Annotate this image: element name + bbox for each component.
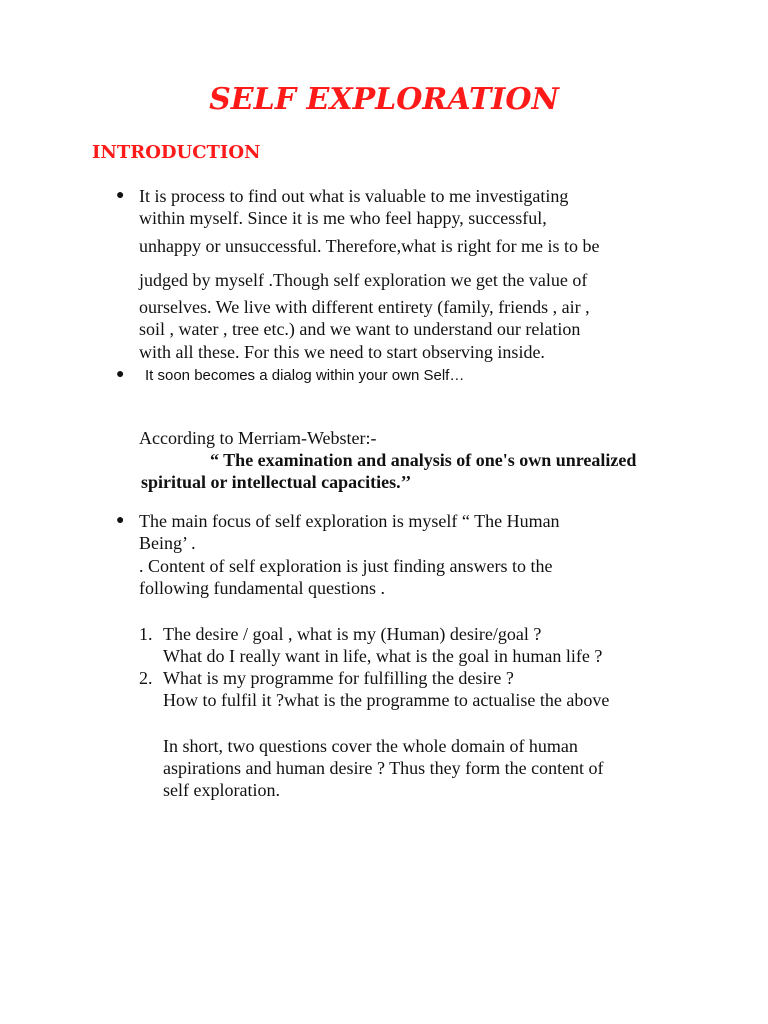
list-number: 1.	[139, 624, 153, 644]
bullet-marker: ●	[116, 367, 125, 382]
quote-line: “ The examination and analysis of one's own unrealized	[210, 450, 637, 470]
paragraph-line: . Content of self exploration is just finding answers to the	[139, 556, 553, 576]
dialog-statement: It soon becomes a dialog within your own Self…	[145, 367, 465, 384]
paragraph-line: within myself. Since it is me who feel happy, successful,	[139, 208, 547, 228]
question-line: The desire / goal , what is my (Human) desire/goal ?	[163, 624, 542, 644]
quote-line: spiritual or intellectual capacities.’’	[141, 472, 412, 492]
summary-line: self exploration.	[163, 780, 280, 800]
bullet-marker: ●	[116, 188, 125, 203]
paragraph-line: ourselves. We live with different entirety (family, friends , air ,	[139, 297, 590, 317]
paragraph-line: unhappy or unsuccessful. Therefore,what is right for me is to be	[139, 236, 600, 256]
paragraph-line: soil , water , tree etc.) and we want to understand our relation	[139, 319, 581, 339]
summary-line: In short, two questions cover the whole domain of human	[163, 736, 578, 756]
paragraph-line: with all these. For this we need to start observing inside.	[139, 342, 545, 362]
question-line: What is my programme for fulfilling the desire ?	[163, 668, 514, 688]
list-number: 2.	[139, 668, 153, 688]
paragraph-line: judged by myself .Though self exploration we get the value of	[139, 270, 588, 290]
paragraph-line: The main focus of self exploration is myself “ The Human	[139, 511, 560, 531]
paragraph-line: It is process to find out what is valuable to me investigating	[139, 186, 569, 206]
citation-source: According to Merriam-Webster:-	[139, 428, 377, 448]
bullet-marker: ●	[116, 513, 125, 528]
question-line: How to fulfil it ?what is the programme to actualise the above	[163, 690, 610, 710]
paragraph-line: Being’ .	[139, 533, 196, 553]
summary-line: aspirations and human desire ? Thus they form the content of	[163, 758, 604, 778]
question-line: What do I really want in life, what is the goal in human life ?	[163, 646, 603, 666]
paragraph-line: following fundamental questions .	[139, 578, 385, 598]
page-title: SELF EXPLORATION	[209, 82, 559, 117]
section-heading-introduction: INTRODUCTION	[92, 142, 261, 163]
